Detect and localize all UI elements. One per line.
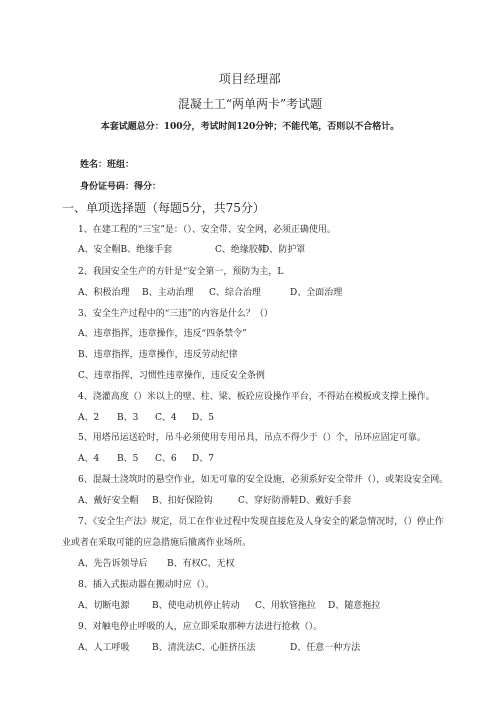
option: D、全面治理 <box>290 288 343 298</box>
question-7-continued: 业或者在采取可能的应急措施后撤离作业场所。 <box>62 538 252 548</box>
option: C、4 <box>155 413 177 423</box>
option: C、穿好防滑鞋D、戴好手套 <box>238 496 352 506</box>
option: B、扣好保险钩 <box>152 496 213 506</box>
option: C、用软管拖拉 <box>255 601 316 611</box>
option: B、有权C、无权 <box>167 559 235 569</box>
option: B、清洗法C、心脏挤压法 <box>152 643 256 653</box>
question-5: 5、用塔吊运送砼时，吊斗必须使用专用吊具，吊点不得少于（）个，吊环应固定可靠。 <box>78 433 426 443</box>
option: A、人工呼吸 <box>78 643 130 653</box>
option: B、3 <box>117 413 139 423</box>
id-score-field: 身份证号码：得分： <box>80 182 162 192</box>
option: A、切断电源 <box>78 601 130 611</box>
section-title: 一、单项选择题（每题5分，共75分） <box>62 201 265 215</box>
option: C、综合治理 <box>209 288 261 298</box>
option: D、防护罩 <box>262 245 306 255</box>
option: A、2 <box>78 413 100 423</box>
option: A、4 <box>78 454 100 464</box>
question-8: 8、插入式振动器在搬动时应（）。 <box>78 580 215 590</box>
option: C、6 <box>155 454 177 464</box>
option: A、戴好安全帽 <box>78 496 139 506</box>
option: B、5 <box>117 454 139 464</box>
option: C、绝缘胶鞋 <box>215 245 267 255</box>
option: A、安全帽B、绝缘手套 <box>78 245 173 255</box>
option: A、先告诉领导后 <box>78 559 148 569</box>
question-4: 4、浇灌高度（）米以上的壁、柱、梁、板砼应设操作平台，不得站在模板或支撑上操作。 <box>78 392 435 402</box>
option: D、5 <box>192 413 214 423</box>
question-6: 6、混凝土浇筑时的悬空作业，如无可靠的安全设施，必须系好安全带并（），或架设安全网。 <box>78 475 449 485</box>
option: A、积极治理 <box>78 288 130 298</box>
question-7: 7、《安全生产法》规定，员工在作业过程中发现直接危及人身安全的紧急情况时，（）停止作 <box>78 517 444 527</box>
option: D、随意拖拉 <box>328 601 381 611</box>
option: A、违章指挥，违章操作，违反“四条禁令” <box>78 329 247 339</box>
exam-notice: 本套试题总分：100分，考试时间120分钟；不能代笔，否则以不合格计。 <box>100 122 400 132</box>
question-1: 1、在建工程的“三宝”是：（）、安全带、安全网，必须正确使用。 <box>78 225 336 235</box>
question-9: 9、对触电停止呼吸的人，应立即采取那种方法进行抢救（）。 <box>78 622 323 632</box>
option: B、使电动机停止转动 <box>152 601 240 611</box>
exam-title: 混凝土工“两单两卡”考试题 <box>177 97 323 111</box>
option: B、主动治理 <box>142 288 194 298</box>
question-3: 3、安全生产过程中的“三违”的内容是什么？（） <box>78 309 273 319</box>
option: B、违章指挥，违章操作，违反劳动纪律 <box>78 350 238 360</box>
name-class-field: 姓名：班组： <box>80 160 135 170</box>
option: D、7 <box>192 454 214 464</box>
option: C、违章指挥，习惯性违章操作，违反安全条例 <box>78 371 265 381</box>
department-title: 项目经理部 <box>218 72 282 86</box>
question-2: 2、我国安全生产的方针是“安全第一，预防为主，L <box>78 267 284 277</box>
option: D、任意一种方法 <box>290 643 361 653</box>
